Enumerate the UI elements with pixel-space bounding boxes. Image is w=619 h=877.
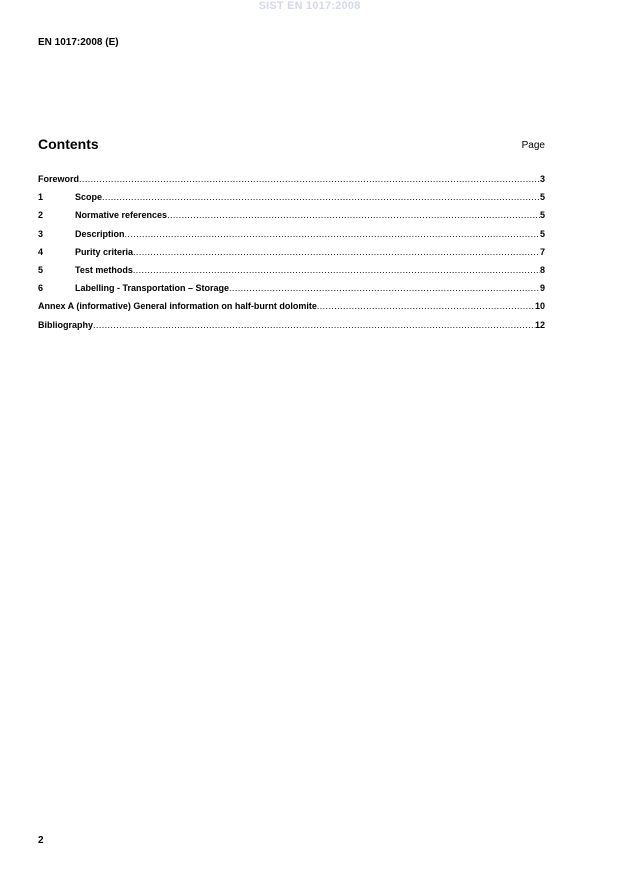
toc-entry-page: 9 [539, 283, 545, 294]
toc-entry-number: 3 [38, 228, 44, 239]
dot-leader [125, 229, 540, 239]
contents-heading: Contents [38, 136, 99, 152]
toc-entry-scope[interactable] [38, 192, 545, 210]
toc-entry-page: 10 [534, 301, 545, 312]
toc-entry-title: Annex A (informative) General information on half-burnt dolomite [38, 301, 317, 312]
toc-entry-annex-a[interactable] [38, 301, 545, 319]
toc-entry-normative-references[interactable] [38, 210, 545, 228]
toc-entry-title: Description [75, 228, 125, 239]
toc-entry-page: 8 [539, 264, 545, 275]
toc-entry-labelling[interactable] [38, 283, 545, 301]
toc-entry-number: 5 [38, 264, 44, 275]
dot-leader [133, 265, 540, 275]
toc-entry-page: 5 [539, 210, 545, 221]
toc-entry-page: 7 [539, 246, 545, 257]
toc-entry-foreword[interactable] [38, 174, 545, 192]
toc-entry-title: Normative references [75, 210, 168, 221]
dot-leader [102, 192, 540, 202]
dot-leader [317, 301, 535, 311]
toc-entry-number: 2 [38, 210, 44, 221]
table-of-contents [38, 174, 545, 338]
page-number: 2 [38, 835, 44, 846]
dot-leader [133, 247, 540, 257]
toc-entry-page: 3 [539, 174, 545, 184]
dot-leader [167, 210, 540, 220]
document-id: EN 1017:2008 (E) [38, 37, 119, 48]
toc-entry-test-methods[interactable] [38, 265, 545, 283]
page-column-label: Page [521, 140, 545, 151]
watermark: SIST EN 1017:2008 [258, 0, 361, 12]
toc-entry-number: 6 [38, 283, 44, 294]
toc-entry-title: Test methods [75, 264, 133, 275]
dot-leader [79, 174, 540, 184]
toc-entry-number: 1 [38, 192, 44, 203]
toc-entry-number: 4 [38, 246, 44, 257]
toc-entry-page: 5 [539, 192, 545, 203]
toc-entry-description[interactable] [38, 229, 545, 247]
toc-entry-title: Scope [75, 192, 103, 203]
toc-entry-title: Labelling - Transportation – Storage [75, 283, 230, 294]
toc-entry-title: Foreword [38, 174, 80, 184]
toc-entry-page: 5 [539, 228, 545, 239]
dot-leader [93, 320, 535, 330]
toc-entry-page: 12 [534, 319, 545, 330]
toc-entry-purity-criteria[interactable] [38, 247, 545, 265]
dot-leader [229, 283, 540, 293]
toc-entry-title: Bibliography [38, 319, 94, 330]
toc-entry-title: Purity criteria [75, 246, 134, 257]
toc-entry-bibliography[interactable] [38, 320, 545, 338]
